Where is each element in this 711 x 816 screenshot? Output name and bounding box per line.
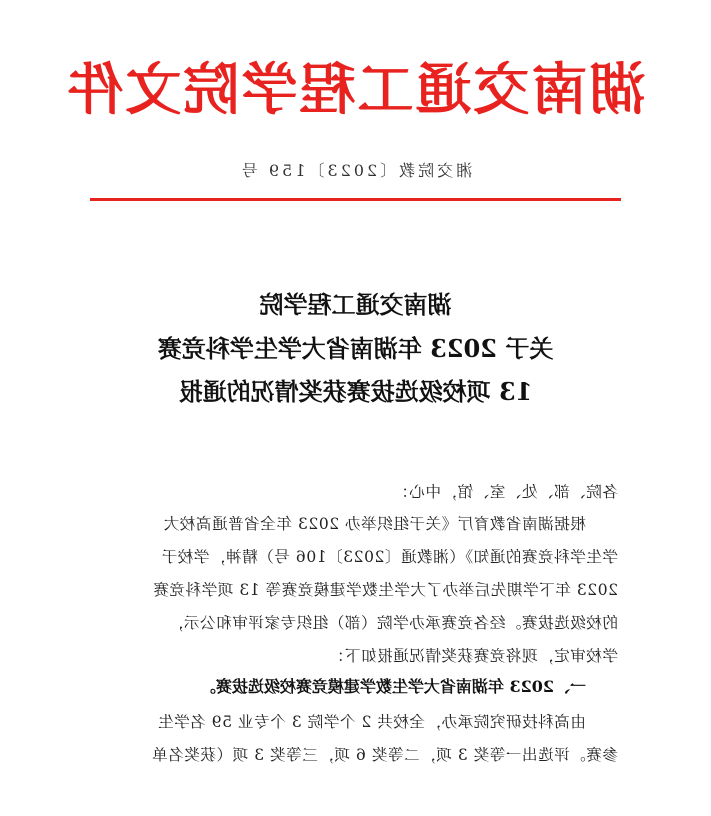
paragraph-1-line: 学校审定，现将竞赛获奖情况通报如下： (328, 647, 618, 665)
notice-title-line-1: 湖南交通工程学院 (259, 290, 452, 319)
document-header-title: 湖南交通工程学院文件 (65, 57, 646, 123)
paragraph-1-line: 根据湖南省教育厅《关于组织举办 2023 年全省普通高校大 (163, 515, 586, 533)
paragraph-2-line: 由高科技研究院承办，全校共 2 个学院 3 个专业 59 名学生 (157, 713, 586, 731)
paragraph-1-line: 学生学科竞赛的通知》（湘教通〔2023〕106 号）精神，学校于 (161, 548, 618, 566)
notice-title-line-2: 关于 2023 年湖南省大学生学科竞赛 (157, 334, 554, 363)
section-1-heading: 一、2023 年湖南省大学生数学建模竞赛校级选拔赛。 (199, 677, 586, 696)
notice-title-line-3: 13 项校级选拔赛获奖情况的通报 (178, 377, 533, 406)
salutation: 各院、部、处、室、馆，中心： (392, 483, 618, 501)
paragraph-1-line: 的校级选拔赛。经各竞赛承办学院（部）组织专家评审和公示， (167, 614, 618, 632)
paragraph-1 (92, 508, 618, 673)
red-divider-line (90, 198, 621, 201)
paragraph-2-line: 参赛。评选出一等奖 3 项，二等奖 6 项，三等奖 3 项（获奖名单 (151, 746, 618, 764)
paragraph-2 (92, 706, 618, 772)
document-number: 湘交院教〔2023〕159 号 (238, 161, 473, 180)
paragraph-1-line: 2023 年下学期先后举办了大学生数学建模竞赛等 13 项学科竞赛 (152, 581, 618, 599)
